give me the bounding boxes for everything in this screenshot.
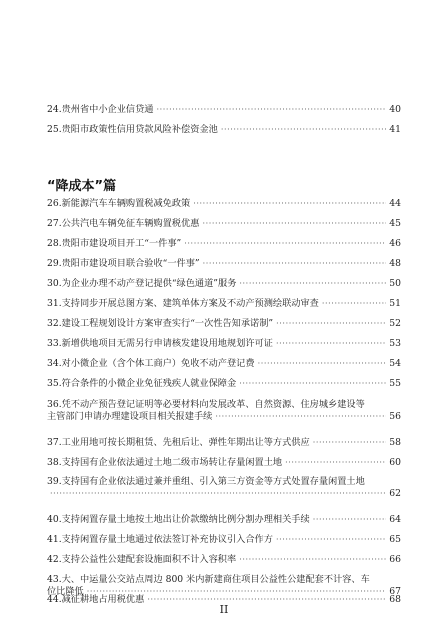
dot-leader bbox=[202, 218, 386, 230]
toc-entry-row bbox=[47, 218, 401, 230]
toc-entry[interactable] bbox=[47, 378, 401, 390]
toc-entry-page: 50 bbox=[389, 278, 401, 289]
toc-entry[interactable] bbox=[47, 104, 401, 116]
toc-entry-title-line1: 39.支持国有企业依法通过兼并重组、引入第三方资金等方式处置存量闲置土地 bbox=[47, 476, 365, 487]
toc-entry-page: 64 bbox=[389, 514, 401, 525]
toc-entry[interactable] bbox=[47, 218, 401, 230]
toc-entry[interactable] bbox=[47, 238, 401, 250]
toc-entry-title-line1: 36.凭不动产预告登记证明等必要材料向发展改革、自然资源、住房城乡建设等 bbox=[47, 399, 365, 410]
toc-entry-title: 44.减征耕地占用税优惠 bbox=[47, 594, 145, 605]
toc-entry[interactable] bbox=[47, 358, 401, 370]
toc-entry[interactable] bbox=[47, 338, 401, 350]
toc-entry-page: 65 bbox=[389, 534, 401, 545]
dot-leader bbox=[193, 198, 386, 210]
toc-entry-title: 位比降低 bbox=[47, 586, 84, 597]
toc-entry-row bbox=[47, 378, 401, 390]
dot-leader bbox=[239, 554, 386, 566]
toc-entry-row bbox=[47, 318, 401, 330]
toc-entry-title: 42.支持公益性公建配套设施面积不计入容积率 bbox=[47, 554, 237, 565]
toc-entry[interactable] bbox=[47, 554, 401, 566]
toc-entry-title: 26.新能源汽车车辆购置税减免政策 bbox=[47, 198, 191, 209]
toc-entry[interactable] bbox=[47, 437, 401, 449]
toc-entry[interactable] bbox=[47, 318, 401, 330]
toc-entry-row bbox=[47, 554, 401, 566]
toc-entry-page: 55 bbox=[389, 378, 401, 389]
toc-entry-page: 68 bbox=[389, 594, 401, 605]
toc-entry-page: 48 bbox=[389, 258, 401, 269]
toc-entry-row bbox=[47, 514, 401, 526]
dot-leader bbox=[276, 534, 386, 546]
toc-entry-row bbox=[47, 238, 401, 250]
toc-entry-row bbox=[47, 258, 401, 270]
toc-entry[interactable] bbox=[47, 278, 401, 290]
toc-entry[interactable] bbox=[47, 476, 401, 500]
toc-entry-title: 29.贵阳市建设项目联合验收“一件事” bbox=[47, 258, 200, 269]
toc-entry-page: 67 bbox=[389, 586, 401, 597]
toc-entry-page: 53 bbox=[389, 338, 401, 349]
toc-entry-page: 44 bbox=[389, 198, 401, 209]
toc-entry[interactable] bbox=[47, 298, 401, 310]
toc-entry-row bbox=[47, 457, 401, 469]
toc-entry-title: 25.贵阳市政策性信用贷款风险补偿资金池 bbox=[47, 124, 218, 135]
dot-leader bbox=[221, 124, 386, 136]
page-number: II bbox=[219, 603, 229, 616]
toc-entry-page: 52 bbox=[389, 318, 401, 329]
dot-leader bbox=[239, 278, 386, 290]
toc-entry-row bbox=[47, 124, 401, 136]
toc-entry[interactable] bbox=[47, 399, 401, 423]
dot-leader bbox=[50, 488, 386, 500]
toc-entry-title: 27.公共汽电车辆免征车辆购置税优惠 bbox=[47, 218, 200, 229]
toc-entry-title: 41.支持闲置存量土地通过依法签订补充协议引入合作方 bbox=[47, 534, 273, 545]
toc-entry-row bbox=[47, 534, 401, 546]
toc-entry-row bbox=[47, 278, 401, 290]
dot-leader bbox=[184, 238, 386, 250]
toc-entry[interactable] bbox=[47, 534, 401, 546]
dot-leader bbox=[276, 318, 386, 330]
dot-leader bbox=[313, 437, 387, 449]
toc-entry-row bbox=[47, 338, 401, 350]
dot-leader bbox=[157, 104, 387, 116]
toc-entry-title: 38.支持国有企业依法通过土地二级市场转让存量闲置土地 bbox=[47, 457, 283, 468]
toc-entry-title: 37.工业用地可按长期租赁、先租后让、弹性年期出让等方式供应 bbox=[47, 437, 310, 448]
dot-leader bbox=[215, 411, 386, 423]
toc-entry-title: 32.建设工程规划设计方案审查实行“一次性告知承诺制” bbox=[47, 318, 274, 329]
toc-entry[interactable] bbox=[47, 457, 401, 469]
toc-entry-title: 30.为企业办理不动产登记提供“绿色通道”服务 bbox=[47, 278, 237, 289]
dot-leader bbox=[203, 258, 387, 270]
toc-entry-page: 58 bbox=[389, 437, 401, 448]
toc-entry-title-line1: 43.大、中运量公交站点周边 800 米内新建商住项目公益性公建配套不计容、车 bbox=[47, 574, 370, 585]
toc-entry[interactable] bbox=[47, 198, 401, 210]
toc-entry-title: 33.新增供地项目无需另行申请核发建设用地规划许可证 bbox=[47, 338, 273, 349]
toc-entry-row bbox=[47, 104, 401, 116]
toc-entry-page: 60 bbox=[389, 457, 401, 468]
toc-entry-row bbox=[47, 488, 401, 500]
toc-entry-row bbox=[47, 198, 401, 210]
toc-entry-title: 主管部门申请办理建设项目相关报建手续 bbox=[47, 411, 213, 422]
toc-entry-page: 45 bbox=[389, 218, 401, 229]
toc-entry-row bbox=[47, 411, 401, 423]
toc-entry-page: 56 bbox=[389, 411, 401, 422]
dot-leader bbox=[285, 457, 386, 469]
dot-leader bbox=[258, 358, 387, 370]
toc-entry-title: 35.符合条件的小微企业免征残疾人就业保障金 bbox=[47, 378, 237, 389]
toc-entry-page: 41 bbox=[389, 124, 401, 135]
section-title: “降成本”篇 bbox=[47, 179, 117, 194]
toc-entry-title: 28.贵阳市建设项目开工“一件事” bbox=[47, 238, 182, 249]
toc-entry-page: 66 bbox=[389, 554, 401, 565]
toc-entry[interactable] bbox=[47, 258, 401, 270]
toc-entry[interactable] bbox=[47, 124, 401, 136]
dot-leader bbox=[313, 514, 387, 526]
toc-entry-page: 51 bbox=[389, 298, 401, 309]
toc-entry-page: 46 bbox=[389, 238, 401, 249]
toc-entry-title: 31.支持同步开展总图方案、建筑单体方案及不动产预测绘联动审查 bbox=[47, 298, 319, 309]
toc-entry-page: 62 bbox=[389, 488, 401, 499]
toc-entry-page: 40 bbox=[389, 104, 401, 115]
dot-leader bbox=[276, 338, 386, 350]
toc-entry[interactable] bbox=[47, 514, 401, 526]
toc-entry-page: 54 bbox=[389, 358, 401, 369]
toc-entry-title: 40.支持闲置存量土地按土地出让价款缴纳比例分割办理相关手续 bbox=[47, 514, 310, 525]
toc-entry-title: 24.贵州省中小企业信贷通 bbox=[47, 104, 154, 115]
dot-leader bbox=[239, 378, 386, 390]
toc-entry-row bbox=[47, 298, 401, 310]
toc-entry-row bbox=[47, 437, 401, 449]
toc-entry-title: 34.对小微企业（含个体工商户）免收不动产登记费 bbox=[47, 358, 255, 369]
dot-leader bbox=[322, 298, 386, 310]
toc-entry-row bbox=[47, 358, 401, 370]
